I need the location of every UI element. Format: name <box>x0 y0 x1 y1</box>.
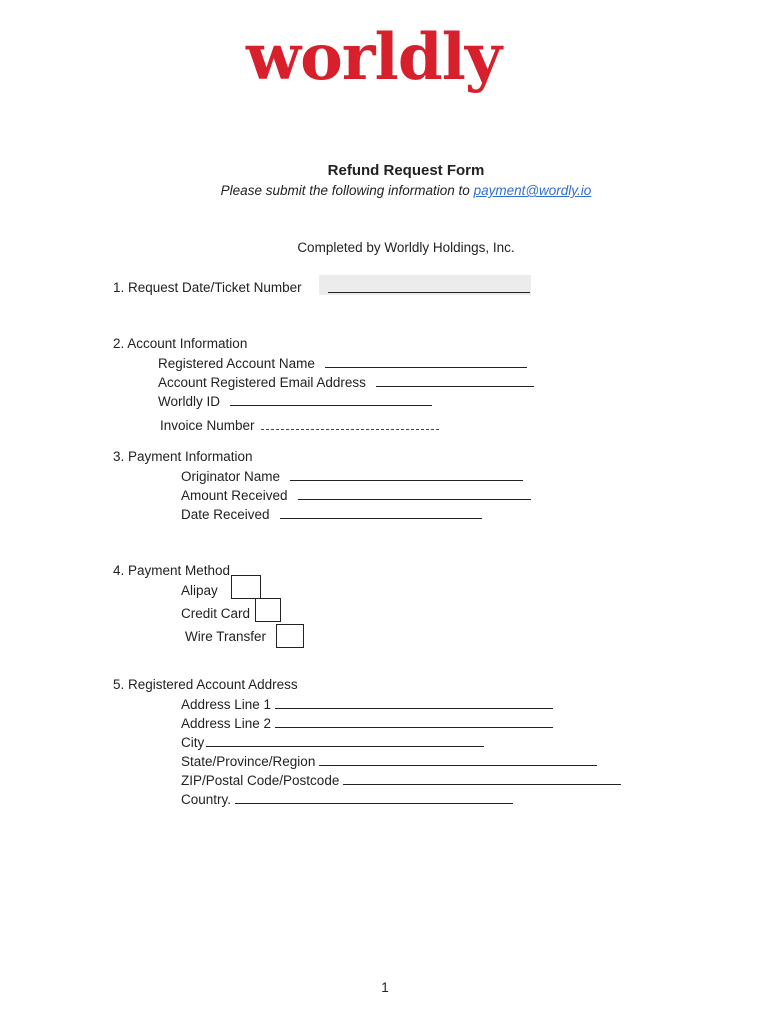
alipay-checkbox[interactable] <box>231 575 261 599</box>
date-received-label: Date Received <box>181 507 270 522</box>
country-label: Country. <box>181 792 232 807</box>
address-line-1-row <box>181 695 553 714</box>
originator-name-field[interactable] <box>290 467 523 481</box>
page-number: 1 <box>381 980 389 995</box>
section-3-label: 3. Payment Information <box>113 449 253 464</box>
completed-by: Completed by Worldly Holdings, Inc. <box>297 240 515 255</box>
credit-card-label: Credit Card <box>181 606 251 621</box>
zip-label: ZIP/Postal Code/Postcode <box>181 773 340 788</box>
form-title: Refund Request Form <box>327 162 485 179</box>
zip-row <box>181 771 621 790</box>
state-row <box>181 752 597 771</box>
invoice-number-label: Invoice Number <box>160 418 255 433</box>
address-line-2-label: Address Line 2 <box>181 716 272 731</box>
address-line-1-field[interactable] <box>275 695 553 709</box>
invoice-number-field[interactable] <box>261 416 439 430</box>
credit-card-checkbox[interactable] <box>255 598 281 622</box>
section-5-label: 5. Registered Account Address <box>113 677 298 692</box>
wire-transfer-checkbox[interactable] <box>276 624 304 648</box>
invoice-number-row <box>160 416 439 435</box>
email-link[interactable]: payment@wordly.io <box>473 183 592 198</box>
country-field[interactable] <box>235 790 513 804</box>
address-line-2-field[interactable] <box>275 714 553 728</box>
account-email-label: Account Registered Email Address <box>158 375 366 390</box>
date-received-field[interactable] <box>280 505 482 519</box>
amount-received-row <box>181 486 531 505</box>
address-line-2-row <box>181 714 553 733</box>
worldly-id-row <box>158 392 432 411</box>
amount-received-label: Amount Received <box>181 488 288 503</box>
account-email-row <box>158 373 534 392</box>
wire-transfer-label: Wire Transfer <box>185 629 267 644</box>
worldly-id-label: Worldly ID <box>158 394 221 409</box>
city-row <box>181 733 484 752</box>
section-2-label: 2. Account Information <box>113 336 248 351</box>
worldly-logo: worldly <box>246 20 502 95</box>
country-row <box>181 790 513 809</box>
account-email-field[interactable] <box>376 373 534 387</box>
state-field[interactable] <box>319 752 597 766</box>
originator-name-label: Originator Name <box>181 469 281 484</box>
registered-account-name-row <box>158 354 527 373</box>
worldly-id-field[interactable] <box>230 392 432 406</box>
registered-account-name-label: Registered Account Name <box>158 356 315 371</box>
address-line-1-label: Address Line 1 <box>181 697 272 712</box>
city-field[interactable] <box>206 733 484 747</box>
section-1-row <box>113 279 302 297</box>
subtitle-text: Please submit the following information to <box>220 183 474 198</box>
date-received-row <box>181 505 482 524</box>
section-1-label: 1. Request Date/Ticket Number <box>113 280 302 295</box>
ticket-number-field[interactable] <box>328 279 530 298</box>
ticket-number-line[interactable] <box>328 279 530 293</box>
originator-name-row <box>181 467 523 486</box>
form-subtitle <box>0 183 770 198</box>
section-4-label: 4. Payment Method <box>113 563 231 578</box>
zip-field[interactable] <box>343 771 621 785</box>
registered-account-name-field[interactable] <box>325 354 527 368</box>
amount-received-field[interactable] <box>298 486 531 500</box>
state-label: State/Province/Region <box>181 754 316 769</box>
alipay-label: Alipay <box>181 583 218 598</box>
city-label: City <box>181 735 205 750</box>
